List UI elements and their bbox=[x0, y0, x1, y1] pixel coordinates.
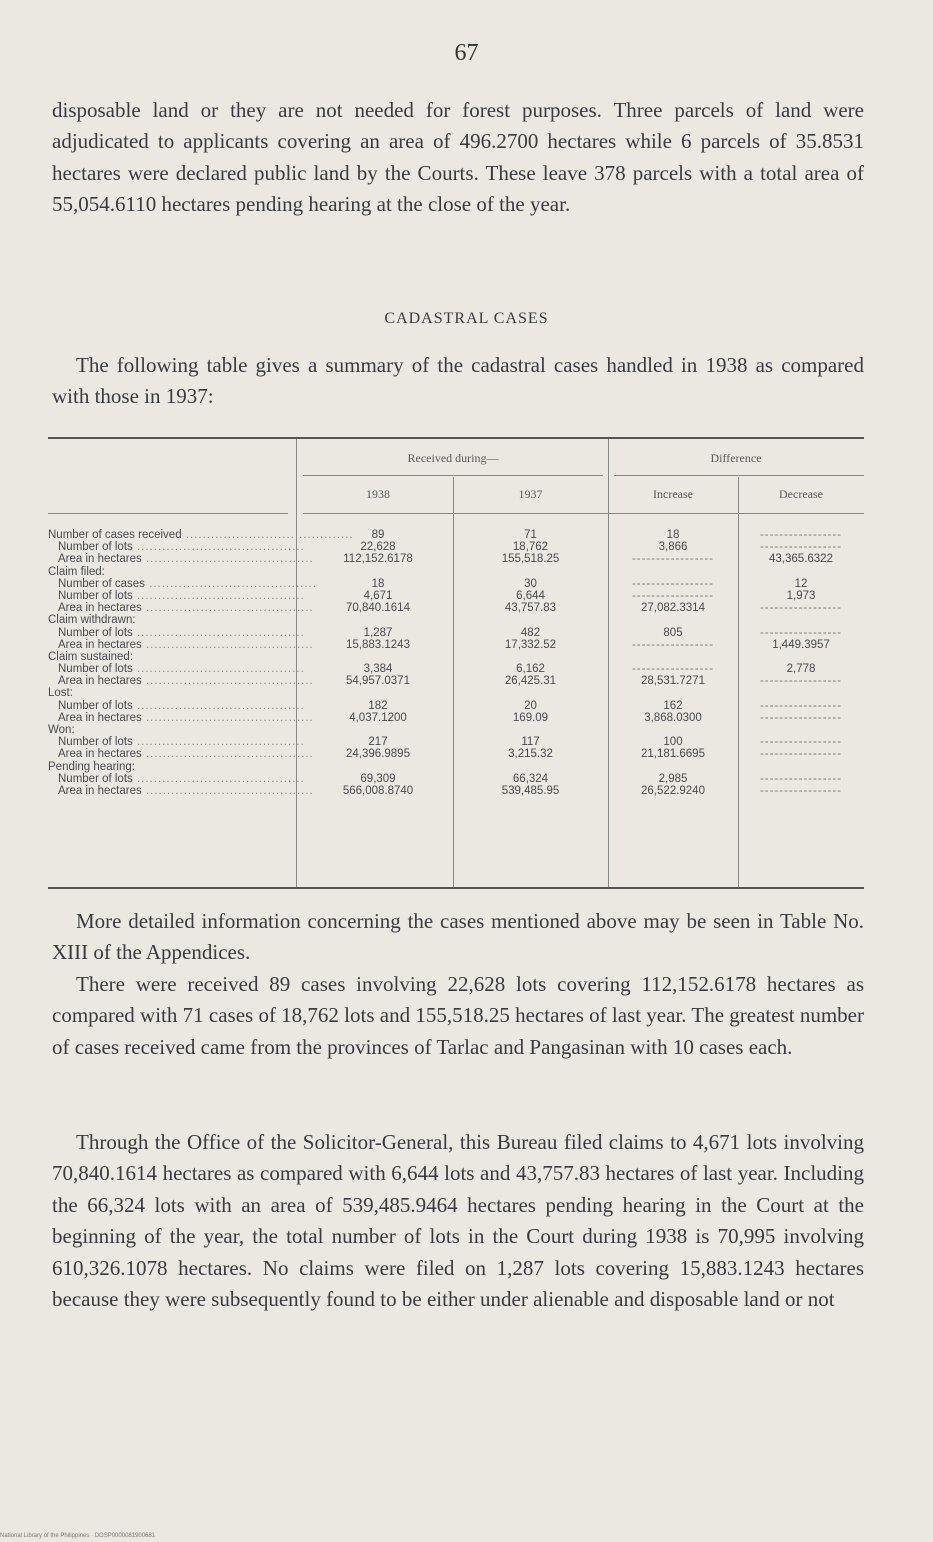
cell-empty-dash: ----------------- bbox=[759, 529, 843, 541]
cell-v1938: 217 bbox=[368, 736, 388, 749]
table-body bbox=[48, 529, 864, 797]
table-row bbox=[48, 761, 864, 773]
cell-v1938: 182 bbox=[368, 699, 388, 712]
row-label-text: Claim withdrawn: bbox=[48, 614, 136, 627]
cell-increase: 100 bbox=[663, 736, 683, 749]
dot-leader: ........................................ bbox=[181, 529, 354, 541]
table-row bbox=[48, 541, 864, 553]
row-label bbox=[48, 614, 288, 626]
page-number: 67 bbox=[454, 40, 479, 66]
row-label bbox=[48, 724, 288, 736]
dot-leader: ........................................ bbox=[132, 663, 305, 676]
cell-v1938: 22,628 bbox=[360, 541, 396, 554]
cell-empty-dash: ----------------- bbox=[759, 711, 843, 724]
cell-v1937: 71 bbox=[524, 529, 537, 541]
dot-leader: ........................................ bbox=[141, 784, 314, 797]
table-hline bbox=[303, 513, 864, 514]
cell-empty-dash: ----------------- bbox=[631, 663, 715, 676]
cell-v1937: 26,425.31 bbox=[504, 675, 557, 688]
table-row bbox=[48, 675, 864, 687]
cell-increase: 2,985 bbox=[658, 772, 688, 785]
dot-leader: ........................................ bbox=[141, 602, 314, 615]
row-label-text: Number of lots bbox=[58, 589, 133, 602]
cell-v1937: 482 bbox=[520, 626, 541, 639]
cell-increase: 3,868.0300 bbox=[644, 711, 702, 724]
cell-empty-dash: ----------------- bbox=[759, 772, 843, 785]
footer-note: National Library of the Philippines · DOSP0000081900681 bbox=[0, 1533, 156, 1539]
cell-v1937: 17,332.52 bbox=[504, 638, 557, 651]
cell-v1938: 54,957.0371 bbox=[346, 675, 410, 688]
row-label bbox=[48, 651, 288, 663]
cell-v1938: 18 bbox=[371, 577, 385, 590]
row-label-text: Area in hectares bbox=[58, 602, 142, 615]
table-row bbox=[48, 663, 864, 675]
table-hline bbox=[303, 475, 603, 476]
cell-increase: 3,866 bbox=[658, 541, 688, 554]
cell-empty-dash: ----------------- bbox=[631, 553, 715, 566]
cell-increase: 805 bbox=[663, 626, 683, 639]
dot-leader: ........................................ bbox=[141, 638, 314, 651]
table-row bbox=[48, 651, 864, 663]
paragraph-table-intro: The following table gives a summary of the cadastral cases handled in 1938 as compared with those in 1937: bbox=[52, 353, 864, 409]
dot-leader: ........................................ bbox=[144, 577, 317, 590]
cell-v1938: 4,037.1200 bbox=[349, 711, 407, 724]
row-label-text: Area in hectares bbox=[58, 784, 142, 797]
row-label-text: Area in hectares bbox=[58, 553, 142, 566]
cell-v1938: 566,008.8740 bbox=[342, 784, 414, 797]
dot-leader: ........................................ bbox=[141, 553, 314, 566]
cell-increase: 162 bbox=[663, 699, 683, 712]
cell-v1937: 20 bbox=[524, 699, 537, 712]
table-row bbox=[48, 700, 864, 712]
cell-empty-dash: ----------------- bbox=[759, 602, 843, 615]
table-row bbox=[48, 529, 864, 541]
row-label bbox=[58, 638, 314, 651]
cell-v1937: 43,757.83 bbox=[504, 602, 557, 615]
row-label bbox=[48, 687, 288, 699]
row-label bbox=[58, 784, 314, 797]
row-label-text: Lost: bbox=[48, 687, 73, 700]
cell-v1937: 30 bbox=[524, 577, 537, 590]
dot-leader: ........................................ bbox=[132, 541, 305, 554]
row-label bbox=[48, 566, 288, 578]
row-label bbox=[58, 541, 305, 554]
table-row bbox=[48, 614, 864, 626]
paragraph-continuation: disposable land or they are not needed for forest purposes. Three parcels of land were adjudicated to applicants covering an area of 496.2700 hectares while 6 parcels of 35.8531 hectares were declared public land by the Courts. These leave 378 parcels with a total area of 55,054.6110 hectares pending hearing at the close of the year. bbox=[52, 98, 864, 217]
cell-v1938: 15,883.1243 bbox=[346, 638, 410, 651]
cell-empty-dash: ----------------- bbox=[759, 748, 843, 761]
row-label bbox=[58, 772, 305, 785]
row-label bbox=[58, 663, 305, 676]
cell-empty-dash: ----------------- bbox=[759, 736, 843, 749]
row-label bbox=[58, 675, 314, 688]
row-label bbox=[58, 626, 305, 639]
table-row bbox=[48, 566, 864, 578]
table-row bbox=[48, 748, 864, 760]
cell-decrease: 1,449.3957 bbox=[772, 638, 830, 651]
table-row bbox=[48, 785, 864, 797]
table-row bbox=[48, 687, 864, 699]
row-label-text: Number of cases received bbox=[48, 529, 182, 541]
cell-decrease: 2,778 bbox=[786, 663, 816, 676]
cell-v1938: 112,152.6178 bbox=[343, 553, 413, 566]
cell-v1937: 169.09 bbox=[512, 711, 549, 724]
cell-empty-dash: ----------------- bbox=[759, 626, 843, 639]
paragraph-detailed-info: More detailed information concerning the cases mentioned above may be seen in Table No. XIII of the Appendices. bbox=[52, 909, 864, 965]
cell-increase: 26,522.9240 bbox=[641, 784, 705, 797]
cell-v1937: 6,644 bbox=[516, 589, 545, 602]
cell-v1938: 70,840.1614 bbox=[346, 602, 410, 615]
row-label bbox=[58, 602, 314, 615]
table-row bbox=[48, 627, 864, 639]
cell-v1937: 66,324 bbox=[512, 772, 549, 785]
paragraph-cases-received: There were received 89 cases involving 22,628 lots covering 112,152.6178 hectares as compared with 71 cases of 18,762 lots and 155,518.25 hectares of last year. The greatest number of cases received came from the provinces of Tarlac and Pangasinan with 10 cases each. bbox=[52, 972, 864, 1059]
row-label-text: Number of lots bbox=[58, 772, 133, 785]
cell-v1937: 155,518.25 bbox=[501, 553, 560, 566]
cell-v1937: 6,162 bbox=[516, 663, 545, 676]
row-label-text: Area in hectares bbox=[58, 638, 142, 651]
cell-v1937: 539,485.95 bbox=[501, 784, 560, 797]
row-label bbox=[58, 553, 314, 566]
header-decrease: Decrease bbox=[779, 487, 823, 501]
table-row bbox=[48, 712, 864, 724]
table-bottom-rule bbox=[48, 887, 864, 889]
cell-v1938: 24,396.9895 bbox=[346, 748, 410, 761]
cell-v1938: 4,671 bbox=[363, 589, 393, 602]
table-top-rule bbox=[48, 437, 864, 439]
header-received-during: Received during— bbox=[407, 451, 499, 465]
cell-increase: 28,531.7271 bbox=[641, 675, 705, 688]
header-difference: Difference bbox=[710, 451, 762, 465]
row-label-text: Claim filed: bbox=[48, 565, 105, 578]
dot-leader: ........................................ bbox=[132, 589, 305, 602]
cell-empty-dash: ----------------- bbox=[759, 699, 843, 712]
table-hline bbox=[614, 475, 864, 476]
row-label-text: Area in hectares bbox=[58, 675, 142, 688]
cell-increase: 18 bbox=[666, 529, 680, 541]
row-label bbox=[48, 761, 288, 773]
row-label-text: Pending hearing: bbox=[48, 760, 135, 773]
row-label-text: Claim sustained: bbox=[48, 650, 134, 663]
table-row bbox=[48, 773, 864, 785]
header-1938: 1938 bbox=[366, 487, 390, 501]
cell-increase: 27,082.3314 bbox=[641, 602, 705, 615]
row-label-text: Won: bbox=[48, 724, 75, 736]
table-row bbox=[48, 736, 864, 748]
cell-v1938: 3,384 bbox=[363, 663, 393, 676]
cell-empty-dash: ----------------- bbox=[759, 784, 843, 797]
cell-empty-dash: ----------------- bbox=[759, 541, 843, 554]
cell-decrease: 43,365.6322 bbox=[769, 553, 833, 566]
row-label-text: Number of lots bbox=[58, 663, 133, 676]
paragraph-solicitor-general: Through the Office of the Solicitor-General, this Bureau filed claims to 4,671 lots involving 70,840.1614 hectares as compared with 6,644 lots and 43,757.83 hectares of last year. Including the 66,324 lots with an area of 539,485.9464 hectares pending hearing in the Court at the beginning of the year, the total number of lots in the Court during 1938 is 70,995 involving 610,326.1078 hectares. No claims were filed on 1,287 lots covering 15,883.1243 hectares because they were subsequently found to be either under alienable and disposable land or not bbox=[52, 1130, 864, 1312]
row-label-text: Area in hectares bbox=[58, 748, 142, 761]
cell-empty-dash: ----------------- bbox=[631, 577, 715, 590]
row-label-text: Area in hectares bbox=[58, 711, 142, 724]
cell-v1937: 117 bbox=[521, 736, 540, 749]
row-label bbox=[58, 736, 305, 749]
row-label-text: Number of lots bbox=[58, 541, 133, 554]
table-row bbox=[48, 590, 864, 602]
dot-leader: ........................................ bbox=[141, 748, 314, 761]
dot-leader: ........................................ bbox=[141, 711, 314, 724]
table-row bbox=[48, 553, 864, 565]
row-label bbox=[58, 748, 314, 761]
row-label bbox=[58, 589, 305, 602]
cell-v1937: 18,762 bbox=[512, 541, 549, 554]
cell-increase: 21,181.6695 bbox=[641, 748, 705, 761]
row-label-text: Number of lots bbox=[58, 736, 133, 749]
cell-v1938: 89 bbox=[371, 529, 385, 541]
row-label-text: Number of cases bbox=[58, 577, 145, 590]
dot-leader: ........................................ bbox=[141, 675, 314, 688]
row-label bbox=[58, 577, 317, 590]
cell-empty-dash: ----------------- bbox=[631, 638, 715, 651]
dot-leader: ........................................ bbox=[132, 626, 305, 639]
section-heading: CADASTRAL CASES bbox=[384, 310, 549, 327]
row-label bbox=[48, 529, 354, 541]
table-row bbox=[48, 602, 864, 614]
dot-leader: ........................................ bbox=[132, 699, 305, 712]
header-1937: 1937 bbox=[518, 487, 543, 501]
row-label-text: Number of lots bbox=[58, 699, 133, 712]
header-increase: Increase bbox=[653, 487, 693, 501]
cadastral-cases-table bbox=[48, 437, 864, 893]
row-label bbox=[58, 711, 314, 724]
cell-decrease: 12 bbox=[794, 577, 808, 590]
row-label bbox=[58, 699, 305, 712]
table-row bbox=[48, 578, 864, 590]
dot-leader: ........................................ bbox=[132, 772, 305, 785]
cell-v1937: 3,215.32 bbox=[508, 748, 553, 761]
table-hline bbox=[48, 513, 288, 514]
cell-v1938: 1,287 bbox=[363, 626, 393, 639]
cell-decrease: 1,973 bbox=[786, 589, 816, 602]
cell-v1938: 69,309 bbox=[360, 772, 396, 785]
table-row bbox=[48, 724, 864, 736]
table-row bbox=[48, 639, 864, 651]
cell-empty-dash: ----------------- bbox=[759, 675, 843, 688]
cell-empty-dash: ----------------- bbox=[631, 589, 715, 602]
row-label-text: Number of lots bbox=[58, 626, 133, 639]
dot-leader: ........................................ bbox=[132, 736, 305, 749]
